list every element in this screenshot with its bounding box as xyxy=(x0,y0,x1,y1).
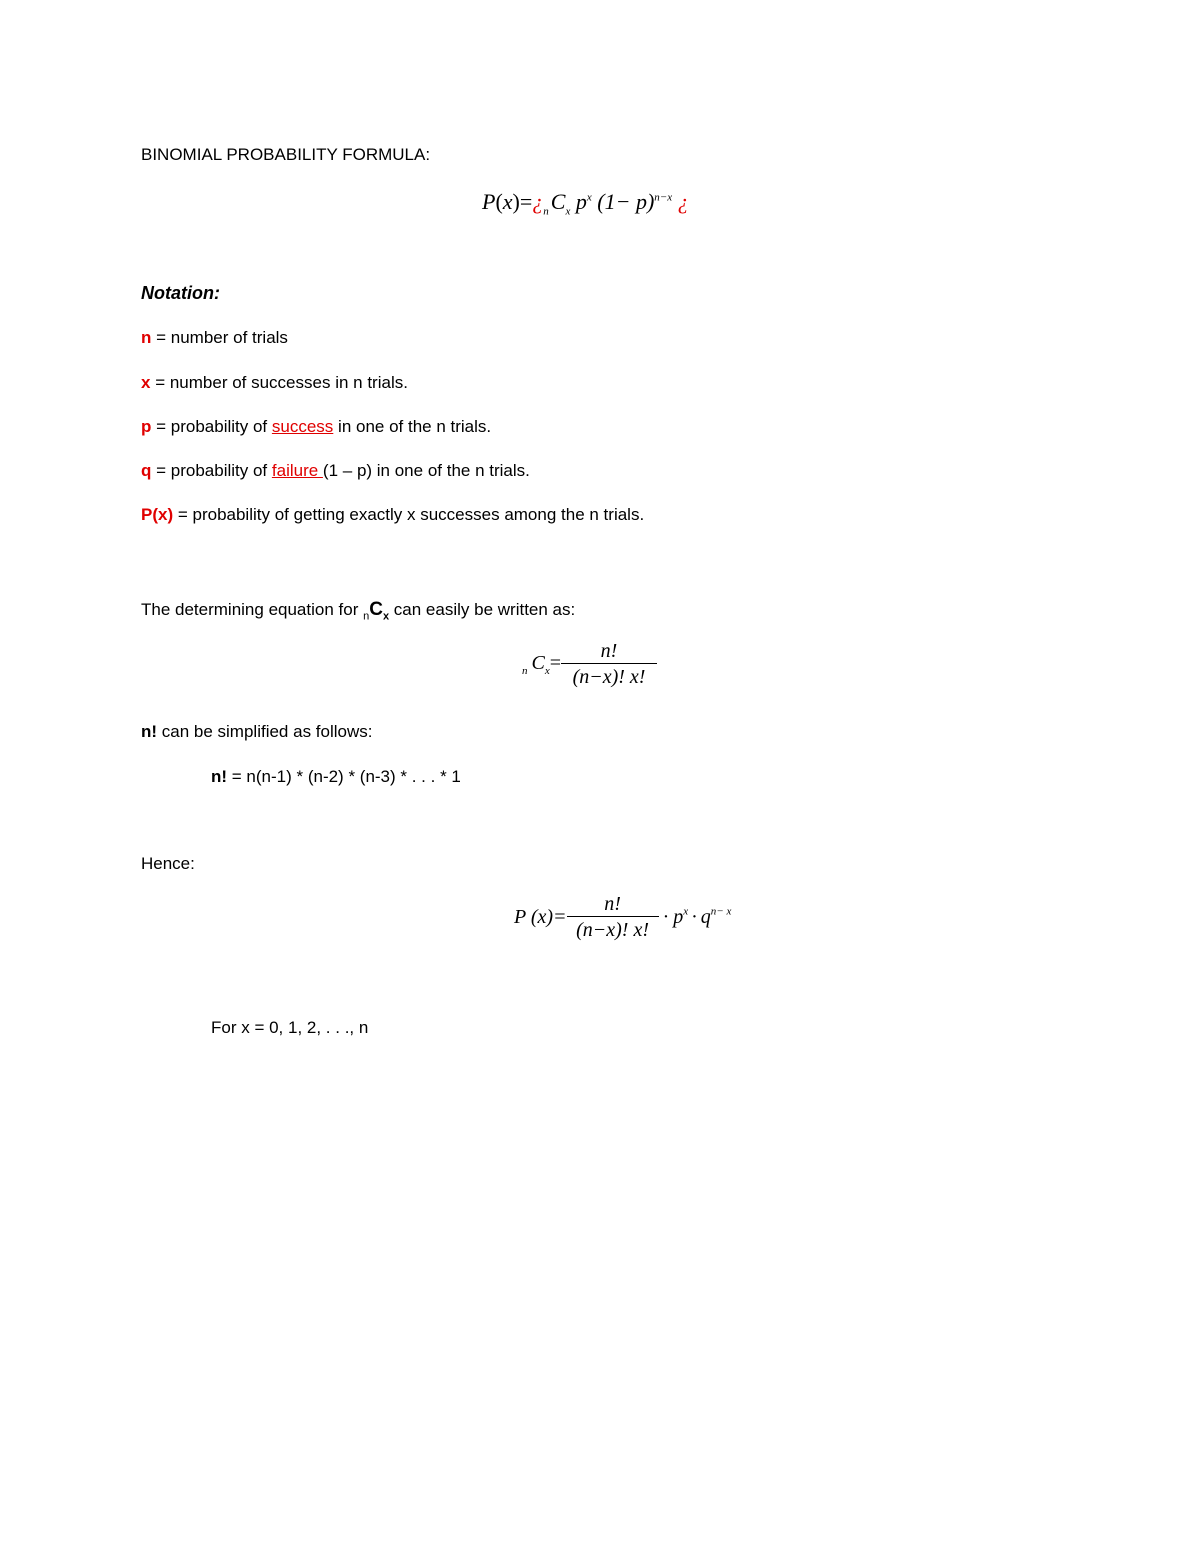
notation-text-post: in one of the n trials. xyxy=(333,417,492,436)
formula-glyph-right: ¿ xyxy=(677,189,689,214)
notation-text-pre: = probability of xyxy=(151,417,272,436)
determining-sub-n: n xyxy=(363,610,370,623)
combination-c: C xyxy=(531,652,545,675)
success-link[interactable]: success xyxy=(271,417,334,436)
page-heading: BINOMIAL PROBABILITY FORMULA: xyxy=(141,145,431,164)
notation-text-pre: = probability of xyxy=(151,461,272,480)
expanded-p: p xyxy=(673,906,684,928)
formula-x-sup: x xyxy=(586,191,592,204)
combination-eq: = xyxy=(549,652,562,675)
factorial-line xyxy=(211,767,461,787)
formula-p-small: p xyxy=(575,189,587,214)
notation-item-n xyxy=(141,328,288,348)
notation-text: = probability of getting exactly x successes among the n trials. xyxy=(173,505,645,524)
factorial-text: = n(n-1) * (n-2) * (n-3) * . . . * 1 xyxy=(227,767,461,786)
notation-item-x xyxy=(141,373,408,393)
determining-sub-x: x xyxy=(382,610,390,623)
combination-numerator: n! xyxy=(600,640,618,662)
factorial-bold: n! xyxy=(211,767,228,786)
notation-symbol: x xyxy=(141,373,151,392)
simplify-line xyxy=(141,722,372,742)
formula-one-minus-p: (1− p) xyxy=(597,189,655,214)
formula-eq: = xyxy=(519,189,533,214)
notation-symbol: p xyxy=(141,417,152,436)
hence-label: Hence: xyxy=(141,854,195,873)
formula-glyph-left: ¿ xyxy=(532,189,544,214)
notation-symbol: P(x) xyxy=(141,505,174,524)
simplify-bold: n! xyxy=(141,722,158,741)
simplify-text: can be simplified as follows: xyxy=(157,722,373,741)
notation-symbol: n xyxy=(141,328,152,347)
formula-x: x xyxy=(502,189,513,214)
formula-c: C xyxy=(550,189,566,214)
notation-text: = number of trials xyxy=(151,328,288,347)
determining-c: C xyxy=(369,599,383,620)
expanded-lhs: P (x)= xyxy=(514,906,567,928)
binomial-formula xyxy=(482,189,689,217)
expanded-fraction xyxy=(567,893,659,942)
expanded-denominator: (n−x)! x! xyxy=(567,916,659,942)
expanded-x-sup: x xyxy=(683,905,689,918)
range-line: For x = 0, 1, 2, . . ., n xyxy=(211,1018,369,1037)
expanded-numerator: n! xyxy=(604,893,621,915)
notation-item-px xyxy=(141,505,644,525)
formula-nx-sup: n−x xyxy=(654,191,673,204)
expanded-nx-sup: n− x xyxy=(710,905,732,918)
formula-p: P xyxy=(482,189,496,214)
combination-sub-n: n xyxy=(522,665,528,678)
determining-post: can easily be written as: xyxy=(389,600,576,619)
notation-text-post: (1 – p) in one of the n trials. xyxy=(322,461,530,480)
formula-n-sub: n xyxy=(543,205,549,218)
notation-symbol: q xyxy=(141,461,152,480)
formula-rpar: ) xyxy=(512,189,520,214)
formula-lpar: ( xyxy=(495,189,503,214)
combination-sub-x: x xyxy=(544,665,550,678)
expanded-dot-2: · xyxy=(691,906,698,928)
determining-pre: The determining equation for xyxy=(141,600,364,619)
expanded-q: q xyxy=(700,906,711,928)
combination-denominator: (n−x)! x! xyxy=(561,663,657,689)
combination-fraction xyxy=(561,640,657,689)
failure-link[interactable]: failure xyxy=(271,461,323,480)
determining-line xyxy=(141,599,575,622)
notation-item-q xyxy=(141,461,530,481)
formula-x-sub: x xyxy=(565,205,571,218)
notation-item-p xyxy=(141,417,491,437)
notation-text: = number of successes in n trials. xyxy=(150,373,408,392)
combination-formula xyxy=(522,640,657,689)
expanded-formula xyxy=(514,893,731,942)
notation-title: Notation: xyxy=(141,283,220,303)
expanded-dot-1: · xyxy=(662,906,670,928)
